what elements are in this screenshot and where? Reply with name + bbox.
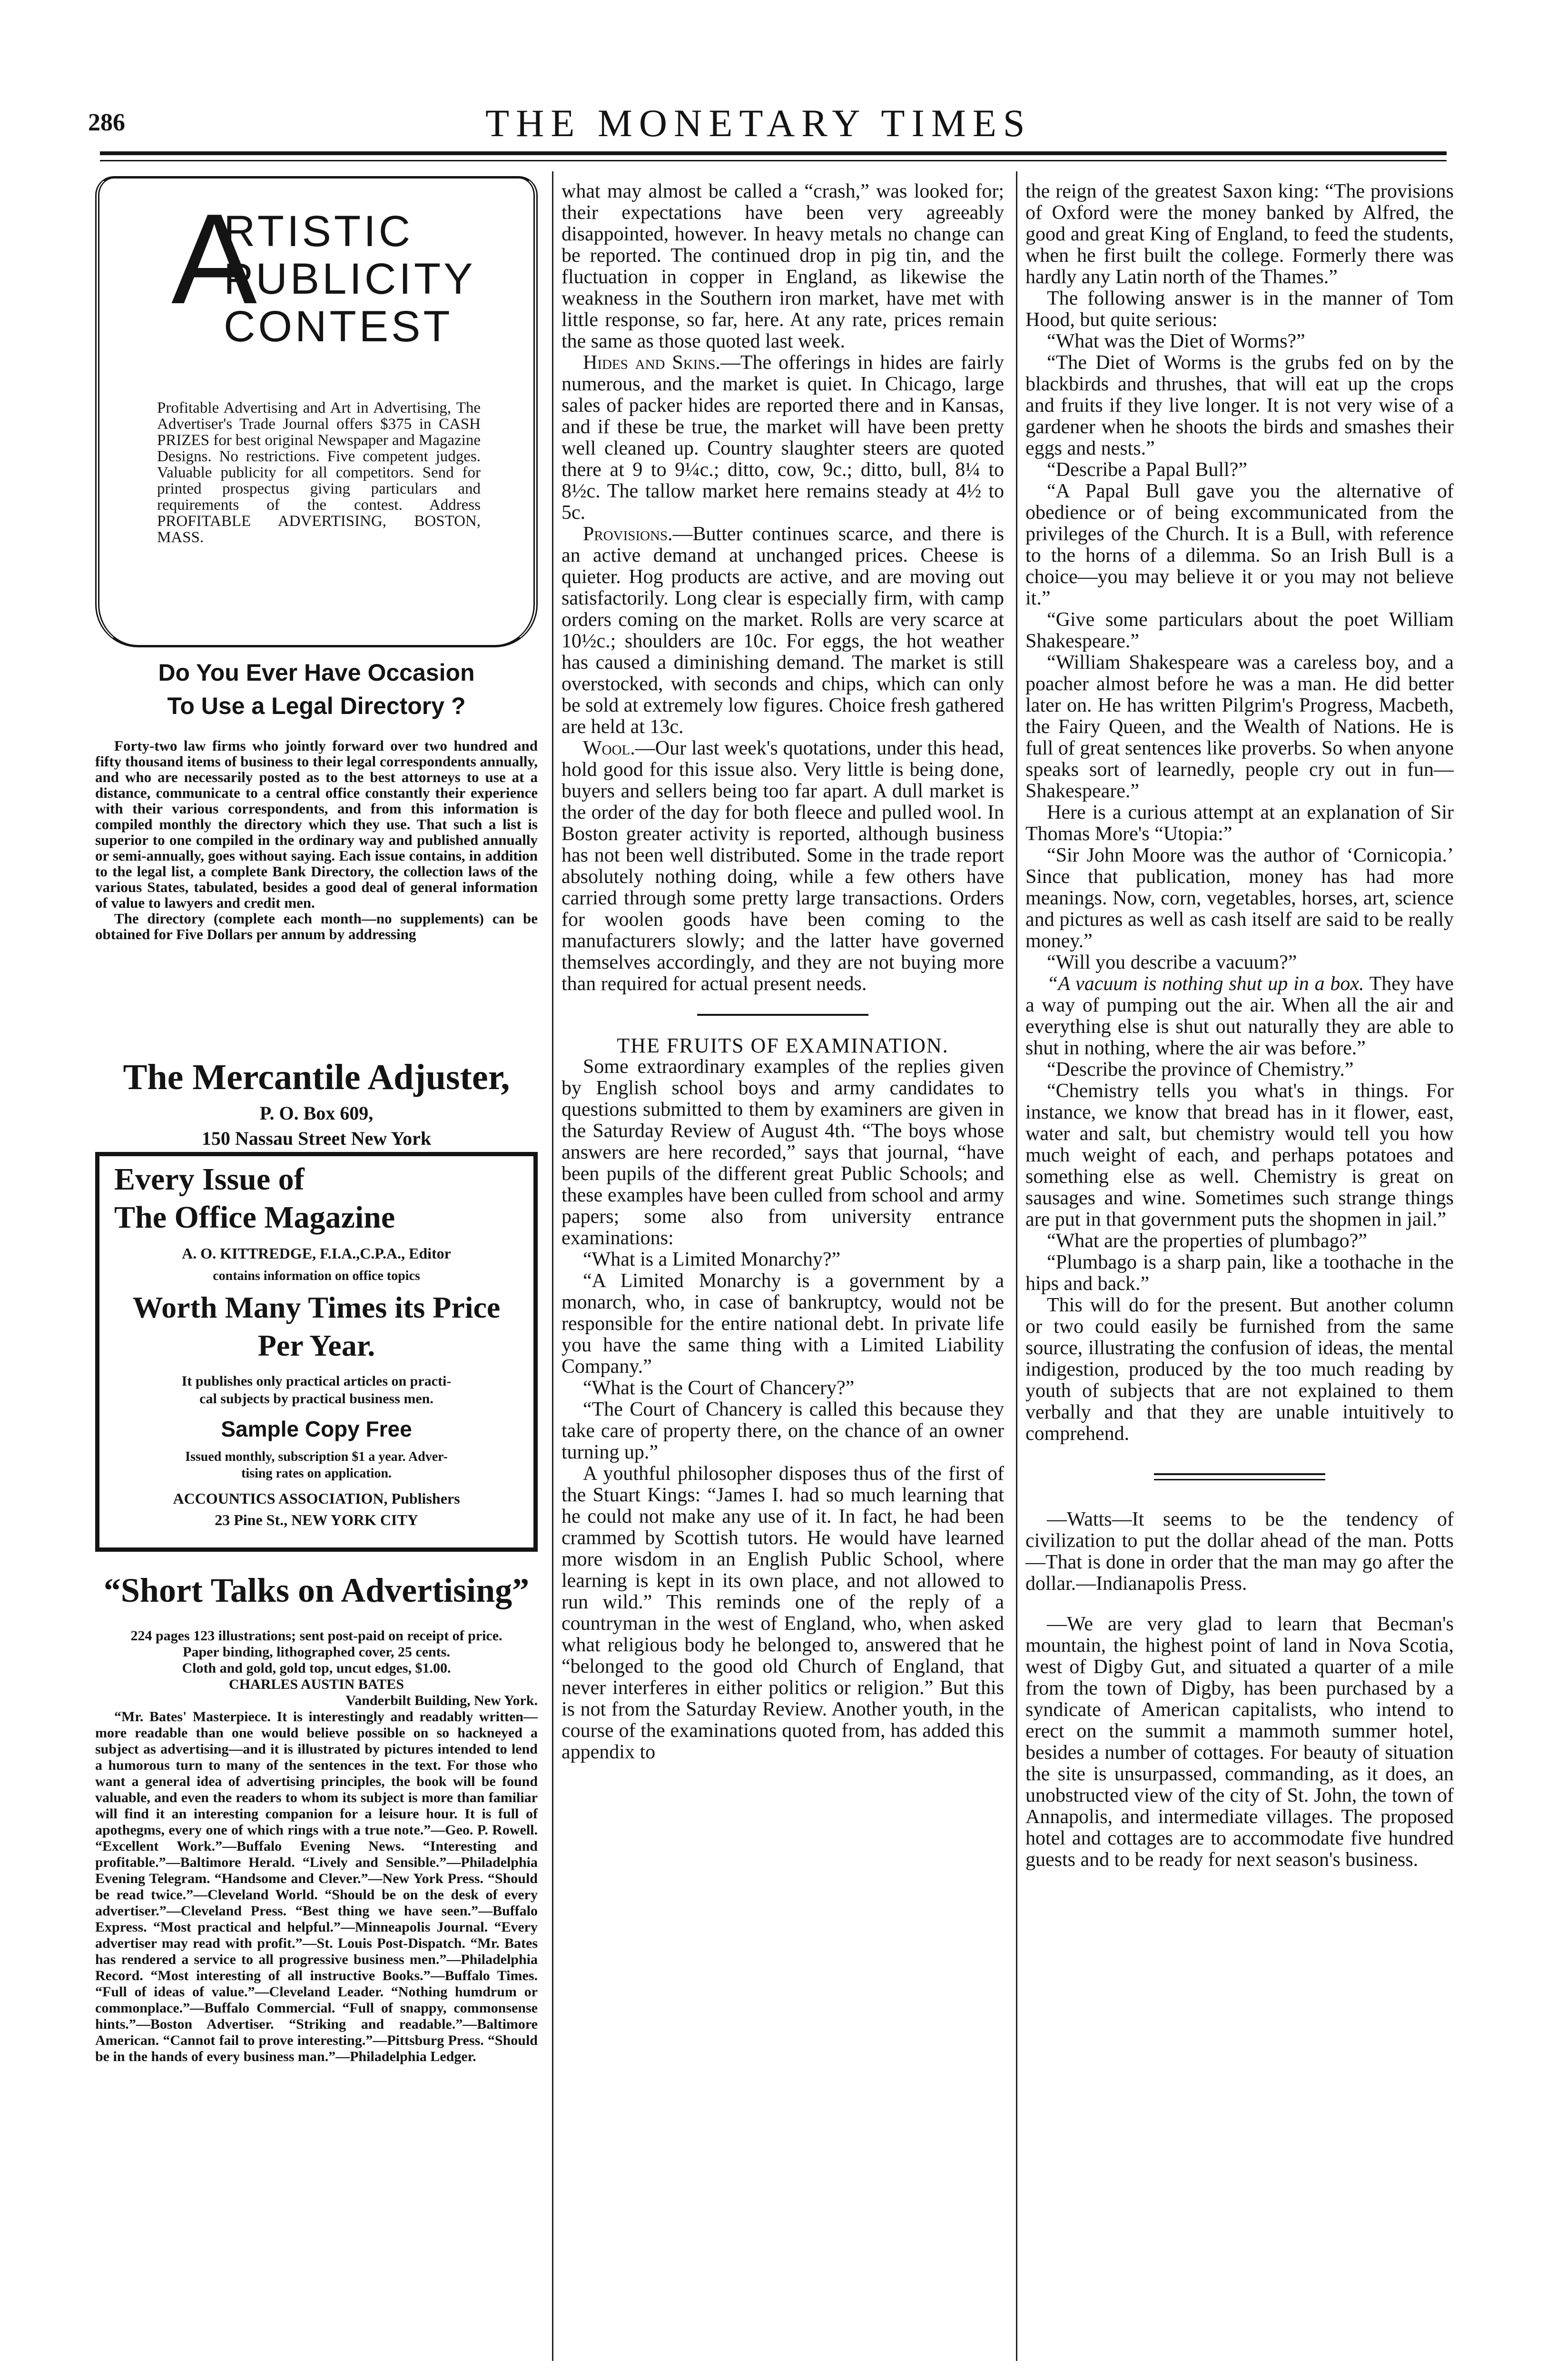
column-3 <box>1025 181 1454 1871</box>
ad-initial-letter: A <box>171 188 257 331</box>
ad-title-line-2: PUBLICITY <box>224 255 476 303</box>
wool-label: Wool. <box>583 737 635 759</box>
legal-ad-body <box>95 738 538 942</box>
note-divider-thin <box>1154 1479 1325 1480</box>
fruits-paragraph-6: A youthful philosopher disposes thus of the first of the Stuart Kings: “James I. had so much learning that he could not make any use of it. In fact, he had been crammed by Scottish tutors. He would have learned more wisdom in an English Public School, where learning is kept in its own place, and not allowed to run wild.” This reminds one of the reply of a countryman in the west of England, who, when asked what religious body he belonged to, answered that he “belonged to the good old Church of England, that never interferes in either politics or religion.” But this is not from the Saturday Review. Another youth, in the course of the examinations quoted from, has added this appendix to <box>562 1463 1004 1763</box>
section-divider <box>697 1014 868 1016</box>
fruits-cont-10: “Sir John Moore was the author of ‘Cornicopia.’ Since that publication, money has had more meanings. Now, corn, vegetables, horses, art, science and pictures as well as cash itself are said to be really money.” <box>1025 844 1454 952</box>
office-ad-publishes-1: It publishes only practical articles on practi- <box>181 1373 452 1389</box>
fruits-cont-11: “Will you describe a vacuum?” <box>1047 952 1297 973</box>
fruits-cont-6: “A Papal Bull gave you the alternative of obedience or of being excommunicated from the privileges of the Church. It is a Bull, with reference to the horns of a dilemma. So an Irish Bull is a choice—you may believe it or you may not believe it.” <box>1025 480 1454 609</box>
legal-ad-title-1: Do You Ever Have Occasion <box>158 659 475 686</box>
legal-ad-title-2: To Use a Legal Directory ? <box>167 693 466 719</box>
short-talks-title: “Short Talks on Advertising” <box>103 1571 530 1609</box>
mercantile-po-box: P. O. Box 609, <box>259 1102 374 1124</box>
fruits-cont-14: “Chemistry tells you what's in things. For instance, we know that bread has in it flower, east, water and salt, but chemistry would tell you how much weight of each, and perhaps potatoes and something else as well. Chemistry is great on sausages and wine. Sometimes such strange things are put in that government puts the shopmen in jail.” <box>1025 1080 1454 1230</box>
fruits-cont-2: The following answer is in the manner of Tom Hood, but quite serious: <box>1025 288 1454 331</box>
short-talks-reviews: “Mr. Bates' Masterpiece. It is interestingly and readably written—more readable than one would believe possible on so hackneyed a subject as advertising—and it is illustrated by pictures intended to lend a humorous turn to many of the sentences in the text. For those who want a general idea of advertising principles, the book will be found valuable, and even the readers to whom its subject is more than familiar will find it an interesting companion for a leisure hour. It is full of apothegms, every one of which rings with a true note.”—Geo. P. Rowell. “Excellent Work.”—Buffalo Evening News. “Interesting and profitable.”—Baltimore Herald. “Lively and Sensible.”—Philadelphia Evening Telegram. “Handsome and Clever.”—New York Press. “Should be read twice.”—Cleveland World. “Should be on the desk of every advertiser.”—Cleveland Press. “Best thing we have seen.”—Buffalo Express. “Most practical and helpful.”—Minneapolis Journal. “Every advertiser may read with profit.”—St. Louis Post-Dispatch. “Mr. Bates has rendered a service to all progressive business men.”—Philadelphia Record. “Most interesting of all instructive Books.”—Buffalo Times. “Full of ideas of value.”—Cleveland Leader. “Nothing humdrum or commonplace.”—Buffalo Commercial. “Full of snappy, commonsense hints.”—Boston Advertiser. “Striking and readable.”—Baltimore American. “Cannot fail to prove interesting.”—Pittsburg Press. “Should be in the hands of every business man.”—Philadelphia Ledger. <box>95 1709 538 2064</box>
office-ad-publishes-2: cal subjects by practical business men. <box>199 1391 434 1407</box>
office-ad-contains: contains information on office topics <box>213 1269 420 1283</box>
fruits-cont-1: the reign of the greatest Saxon king: “The provisions of Oxford were the money banked by Alfred, the good and great King of England, to feed the students, when he first built the college. Formerly there was hardly any Latin north of the Thames.” <box>1025 180 1454 288</box>
fruits-cont-12 <box>1025 973 1454 1059</box>
wool-paragraph <box>562 738 1004 995</box>
fruits-cont-8: “William Shakespeare was a careless boy, and a poacher almost before he was a man. He did better later on. He has written Pilgrim's Progress, Macbeth, the Fairy Queen, and the Wealth of Nations. He is full of great sentences like proverbs. So when anyone speaks sort of learnedly, people cry out in fun—Shakespeare.” <box>1025 652 1454 802</box>
column-rule-2 <box>1016 171 1017 2361</box>
office-ad-worth-1: Worth Many Times its Price <box>132 1290 501 1324</box>
hides-label: Hides and Skins. <box>583 352 720 374</box>
wool-text: —Our last week's quotations, under this head, hold good for this issue also. Very little is being done, buyers and sellers being too far apart. A dull market is the order of the day for both fleece and pulled wool. In Boston greater activity is reported, although business has not been well distributed. Some in the trade report absolutely nothing doing, while a few others have carried through some pretty large transactions. Orders for woolen goods have been coming to the manufacturers slowly; and the latter have governed themselves accordingly, and they are not buying more than required for actual present needs. <box>562 737 1004 995</box>
provisions-text: —Butter continues scarce, and there is an active demand at unchanged prices. Cheese is quieter. Hog products are active, and are moving out satisfactorily. Long clear is especially firm, with camp orders coming on the market. Rolls are very scarce at 10½c.; shoulders are 10c. For eggs, the hot weather has caused a diminishing demand. The market is still overstocked, with seconds and chips, which can only be sold at extremely low figures. Choice fresh gathered are held at 13c. <box>562 523 1004 738</box>
masthead: THE MONETARY TIMES <box>485 101 1032 145</box>
office-ad-editor: A. O. KITTREDGE, F.I.A.,C.P.A., Editor <box>182 1245 451 1262</box>
markets-intro: what may almost be called a “crash,” was looked for; their expectations have been very agreeably disappointed, however. In heavy metals no change can be reported. The continued drop in pig tin, and the fluctuation in copper in England, as likewise the weakness in the Southern iron market, have met with little response, so far, here. At any rate, prices remain the same as those quoted last week. <box>562 180 1004 352</box>
provisions-label: Provisions. <box>583 523 673 545</box>
fruits-paragraph-4: “What is the Court of Chancery?” <box>583 1377 855 1399</box>
fruits-cont-4: “The Diet of Worms is the grubs fed on by the blackbirds and thrushes, that will eat up the crops and fruits if they live longer. It is not very wise of a gardener when he shoots the birds and smashes their eggs and nests.” <box>1025 352 1454 459</box>
office-ad-line-1: Every Issue of <box>114 1162 305 1197</box>
watts-note: —Watts—It seems to be the tendency of civilization to put the dollar ahead of the man. Potts—That is done in order that the man may go after the dollar.—Indianapolis Press. <box>1025 1508 1454 1595</box>
office-ad-worth-2: Per Year. <box>257 1329 375 1362</box>
office-ad-address: 23 Pine St., NEW YORK CITY <box>215 1511 418 1528</box>
office-ad-issued-2: tising rates on application. <box>241 1466 392 1481</box>
vacuum-answer-italic: “A vacuum is nothing shut up in a box. <box>1047 973 1364 995</box>
office-ad-sample: Sample Copy Free <box>221 1417 412 1441</box>
mercantile-street: 150 Nassau Street New York <box>201 1128 432 1149</box>
fruits-cont-17: This will do for the present. But another column or two could easily be furnished from the same source, illustrating the confusion of ideas, the mental indigestion, produced by the too much reading by youth of subjects that are not explained to them verbally and that they are unable intuitively to comprehend. <box>1025 1294 1454 1445</box>
fruits-paragraph-3: “A Limited Monarchy is a government by a monarch, who, in case of bankruptcy, would not be responsible for the entire national debt. In private life you have the same thing with a Limited Liability Company.” <box>562 1270 1004 1378</box>
fruits-paragraph-2: “What is a Limited Monarchy?” <box>583 1249 841 1270</box>
office-ad-issued-1: Issued monthly, subscription $1 a year. Adver- <box>185 1449 448 1464</box>
note-divider <box>1154 1473 1325 1475</box>
header-rule-thin <box>100 160 1447 161</box>
short-talks-building: Vanderbilt Building, New York. <box>345 1693 538 1708</box>
fruits-cont-13: “Describe the province of Chemistry.” <box>1047 1059 1354 1081</box>
ad-title-line-1: RTISTIC <box>224 207 414 256</box>
legal-ad-paragraph-1: Forty-two law firms who jointly forward over two hundred and fifty thousand items of business to their legal correspondents annually, and who are necessarily posted as to the best attorneys to use at a distance, communicate to a central office constantly their experience with their various correspondents, and from this information is compiled monthly the directory which they use. That such a list is superior to one compiled in the ordinary way and published annually or semi-annually, goes without saying. Each issue contains, in addition to the legal list, a complete Bank Directory, the collection laws of the various States, tabulated, besides a good deal of general information of value to lawyers and credit men. <box>95 737 538 911</box>
legal-ad-paragraph-2: The directory (complete each month—no supplements) can be obtained for Five Dollars per annum by addressing <box>95 910 538 942</box>
office-ad-line-2: The Office Magazine <box>114 1200 395 1235</box>
vacuum-answer: They have a way of pumping out the air. When all the air and everything else is shut out naturally they are able to shut in nothing, where the air was before.” <box>1025 973 1454 1059</box>
fruits-paragraph-1: Some extraordinary examples of the replies given by English school boys and army candidates to questions submitted to them by examiners are given in the Saturday Review of August 4th. “The boys whose answers are here recorded,” says that journal, “have been pupils of the different great Public Schools; and these examples have been culled from school and army papers; some also from university entrance examinations: <box>562 1056 1004 1249</box>
fruits-cont-16: “Plumbago is a sharp pain, like a toothache in the hips and back.” <box>1025 1251 1454 1295</box>
fruits-heading: THE FRUITS OF EXAMINATION. <box>617 1034 949 1057</box>
mercantile-adjuster-name: The Mercantile Adjuster, <box>123 1057 510 1097</box>
column-rule-1 <box>552 171 553 2361</box>
hides-paragraph <box>562 352 1004 524</box>
office-ad-publisher: ACCOUNTICS ASSOCIATION, Publishers <box>173 1490 460 1507</box>
hides-text: —The offerings in hides are fairly numerous, and the market is quiet. In Chicago, large sales of packer hides are reported there and in Kansas, and if these be true, the market will have been pretty well cleaned up. Country slaughter steers are quoted there at 9 to 9¼c.; ditto, cow, 9c.; ditto, bull, 8¼ to 8½c. The tallow market here remains steady at 4½ to 5c. <box>562 352 1005 524</box>
fruits-paragraph-5: “The Court of Chancery is called this because they take care of property there, on the chance of an owner turning up.” <box>562 1398 1004 1463</box>
short-talks-details-2: Paper binding, lithographed cover, 25 cents. <box>183 1644 450 1660</box>
fruits-cont-15: “What are the properties of plumbago?” <box>1047 1230 1367 1252</box>
short-talks-details-1: 224 pages 123 illustrations; sent post-paid on receipt of price. <box>130 1628 503 1644</box>
short-talks-body <box>95 1628 538 2065</box>
provisions-paragraph <box>562 524 1004 738</box>
fruits-cont-3: “What was the Diet of Worms?” <box>1047 330 1305 352</box>
short-talks-details-3: Cloth and gold, gold top, uncut edges, $1.00. <box>182 1660 451 1676</box>
column-2 <box>562 181 1004 1763</box>
fruits-cont-7: “Give some particulars about the poet William Shakespeare.” <box>1025 609 1454 652</box>
page-number: 286 <box>88 109 125 136</box>
header-rule <box>100 151 1447 155</box>
becman-note: —We are very glad to learn that Becman's mountain, the highest point of land in Nova Scotia, west of Digby Gut, and situated a quarter of a mile from the town of Digby, has been purchased by a syndicate of American capitalists, who intend to erect on the summit a mammoth summer hotel, besides a number of cottages. For beauty of situation the site is unsurpassed, commanding, as it does, an unobstructed view of the city of St. John, the town of Annapolis, and intermediate villages. The proposed hotel and cottages are to accommodate five hundred guests and to be ready for next season's business. <box>1025 1613 1454 1871</box>
fruits-cont-5: “Describe a Papal Bull?” <box>1047 459 1247 481</box>
ad-body: Profitable Advertising and Art in Advertising, The Advertiser's Trade Journal offers $375 in CASH PRIZES for best original Newspaper and Magazine Designs. No restrictions. Five competent judges. Valuable publicity for all competitors. Send for printed prospectus giving particulars and requirements of the contest. Address PROFITABLE ADVERTISING, BOSTON, MASS. <box>157 399 481 546</box>
short-talks-author: CHARLES AUSTIN BATES <box>229 1676 404 1692</box>
ad-title-line-3: CONTEST <box>224 302 453 351</box>
fruits-cont-9: Here is a curious attempt at an explanation of Sir Thomas More's “Utopia:” <box>1025 802 1454 845</box>
